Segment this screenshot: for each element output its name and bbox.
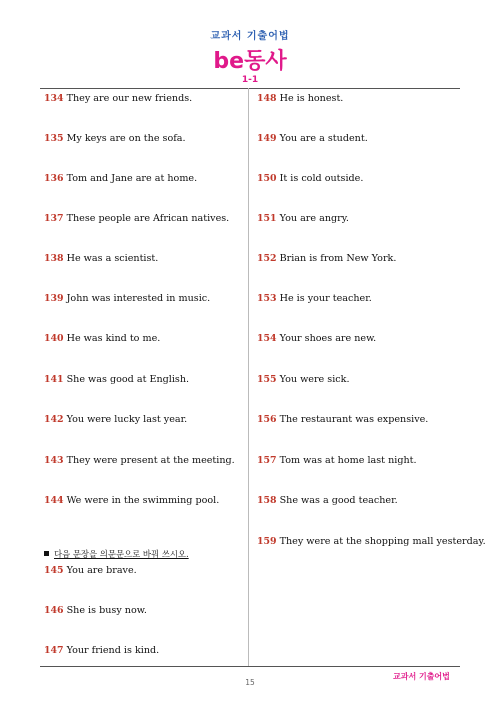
item-number: 143: [44, 455, 64, 466]
item-number: 154: [257, 333, 277, 344]
exercise-item: [44, 605, 147, 617]
item-number: 147: [44, 645, 64, 656]
item-text: John was interested in music.: [66, 293, 211, 304]
item-number: 145: [44, 565, 64, 576]
item-number: 149: [257, 133, 277, 144]
item-number: 134: [44, 93, 64, 104]
exercise-item: [257, 253, 396, 265]
exercise-item: [44, 173, 197, 185]
item-text: You were sick.: [279, 374, 350, 385]
page-number: 15: [245, 678, 255, 687]
exercise-item: [257, 93, 343, 105]
item-text: These people are African natives.: [66, 213, 230, 224]
series-title: 교과서 기출어법: [210, 31, 290, 42]
item-number: 144: [44, 495, 64, 506]
item-text: My keys are on the sofa.: [66, 133, 186, 144]
item-text: You are brave.: [66, 565, 137, 576]
exercise-item: [44, 253, 158, 265]
item-text: The restaurant was expensive.: [279, 414, 429, 425]
exercise-item: [257, 213, 349, 225]
item-number: 150: [257, 173, 277, 184]
exercise-item: [44, 414, 187, 426]
item-text: They were present at the meeting.: [66, 455, 235, 466]
item-text: You were lucky last year.: [66, 414, 188, 425]
item-text: He was kind to me.: [66, 333, 161, 344]
exercise-item: [257, 495, 398, 507]
instruction: [44, 549, 189, 560]
exercise-item: [44, 213, 229, 225]
item-number: 152: [257, 253, 277, 264]
page-title: be동사: [213, 49, 287, 74]
item-text: He was a scientist.: [66, 253, 159, 264]
item-text: Your friend is kind.: [66, 645, 160, 656]
exercise-item: [44, 93, 192, 105]
item-text: You are a student.: [279, 133, 368, 144]
item-number: 140: [44, 333, 64, 344]
item-text: He is your teacher.: [279, 293, 372, 304]
exercise-item: [44, 455, 235, 467]
exercise-item: [44, 495, 219, 507]
exercise-item: [257, 293, 372, 305]
item-text: We were in the swimming pool.: [66, 495, 220, 506]
item-text: Brian is from New York.: [279, 253, 397, 264]
item-number: 141: [44, 374, 64, 385]
item-text: You are angry.: [279, 213, 349, 224]
exercise-item: [257, 414, 428, 426]
exercise-item: [44, 293, 210, 305]
item-text: She was good at English.: [66, 374, 190, 385]
exercise-item: [44, 374, 189, 386]
column-divider: [248, 88, 249, 666]
exercise-item: [44, 645, 159, 657]
item-number: 156: [257, 414, 277, 425]
item-text: They were at the shopping mall yesterday.: [279, 536, 486, 547]
item-number: 146: [44, 605, 64, 616]
item-text: Your shoes are new.: [279, 333, 377, 344]
item-number: 138: [44, 253, 64, 264]
square-bullet-icon: [44, 551, 49, 556]
item-text: It is cold outside.: [279, 173, 364, 184]
item-number: 158: [257, 495, 277, 506]
bottom-rule: [40, 666, 460, 667]
item-text: Tom was at home last night.: [279, 455, 417, 466]
item-number: 137: [44, 213, 64, 224]
item-number: 153: [257, 293, 277, 304]
item-number: 155: [257, 374, 277, 385]
exercise-item: [257, 374, 350, 386]
item-number: 151: [257, 213, 277, 224]
exercise-item: [257, 333, 376, 345]
item-text: Tom and Jane are at home.: [66, 173, 198, 184]
item-text: She was a good teacher.: [279, 495, 398, 506]
item-number: 159: [257, 536, 277, 547]
item-text: He is honest.: [279, 93, 344, 104]
top-rule: [40, 88, 460, 89]
exercise-item: [257, 133, 368, 145]
item-number: 157: [257, 455, 277, 466]
exercise-item: [44, 565, 137, 577]
item-number: 142: [44, 414, 64, 425]
exercise-item: [257, 173, 363, 185]
footer-brand: 교과서 기출어법: [393, 672, 450, 681]
item-text: She is busy now.: [66, 605, 147, 616]
exercise-item: [257, 455, 417, 467]
exercise-item: [44, 133, 186, 145]
item-text: They are our new friends.: [66, 93, 193, 104]
unit-label: 1-1: [241, 75, 259, 85]
item-number: 135: [44, 133, 64, 144]
exercise-item: [257, 536, 486, 548]
exercise-item: [44, 333, 160, 345]
instruction-text: 다음 문장을 의문문으로 바꿔 쓰시오.: [54, 549, 189, 559]
item-number: 139: [44, 293, 64, 304]
item-number: 136: [44, 173, 64, 184]
item-number: 148: [257, 93, 277, 104]
